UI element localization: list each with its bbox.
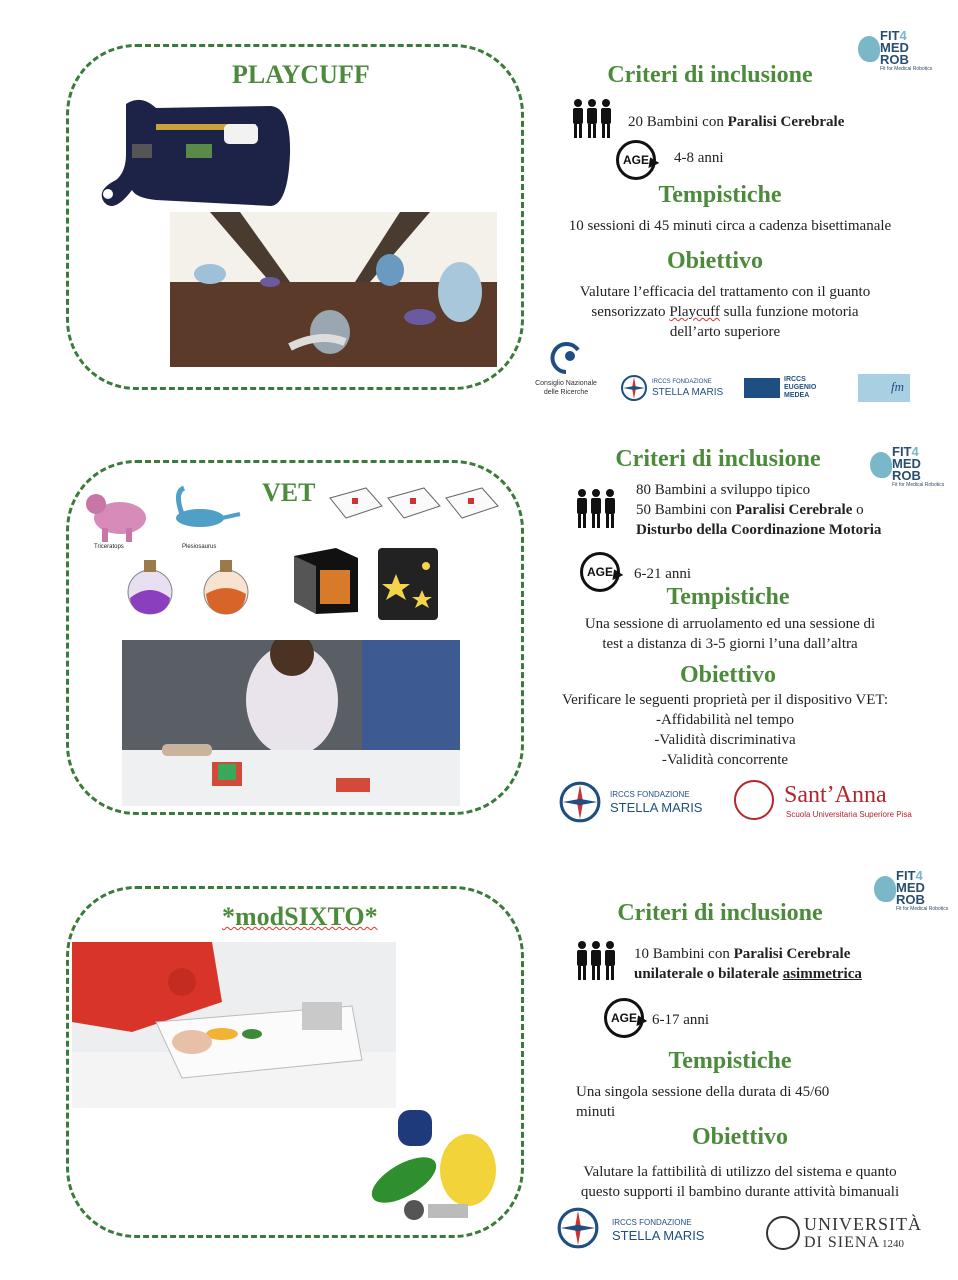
modsixto-objects-image xyxy=(364,1104,500,1228)
children-group-icon xyxy=(574,940,618,982)
children-group-icon xyxy=(570,98,614,140)
timing-title-3: Tempistiche xyxy=(668,1048,792,1074)
goal-title-3: Obiettivo xyxy=(692,1124,788,1150)
fm-logo: fm xyxy=(858,374,910,402)
inclusion-title-3: Criteri di inclusione xyxy=(617,900,823,926)
age-range-1: 4-8 anni xyxy=(674,150,724,166)
unisi-logo: UNIVERSITÀ DI SIENA 1240 xyxy=(766,1212,916,1258)
goal-text-3: Valutare la fattibilità di utilizzo del sistema e quanto questo supporti il bambino durante attività bimanuali xyxy=(580,1164,900,1200)
inclusion-title-2: Criteri di inclusione xyxy=(615,446,821,472)
children-group-icon xyxy=(574,488,618,530)
modsixto-title: *modSIXTO* xyxy=(222,902,378,931)
potion-illustrations xyxy=(118,552,258,618)
goal-text-1: Valutare l’efficacia del trattamento con il guanto sensorizzato Playcuff sulla funzione motoria dell’arto superiore xyxy=(579,284,871,340)
timing-title-1: Tempistiche xyxy=(658,182,782,208)
cnr-logo: Consiglio Nazionale delle Ricerche xyxy=(528,342,604,404)
playcuff-glove-image xyxy=(96,94,292,216)
vet-title: VET xyxy=(262,478,316,507)
stella-maris-logo: IRCCS FONDAZIONE STELLA MARIS xyxy=(620,374,724,404)
playcuff-vr-scene-image xyxy=(170,212,497,367)
fit4medrob-logo: FIT4 MED ROB Fit for Medical Robotics xyxy=(874,870,938,916)
inclusion-title-1: Criteri di inclusione xyxy=(607,62,813,88)
goal-text-2: Verificare le seguenti proprietà per il dispositivo VET: -Affidabilità nel tempo -Validità discriminativa -Validità concorrente xyxy=(562,692,888,768)
age-range-3: 6-17 anni xyxy=(652,1012,710,1028)
timing-text-1: 10 sessioni di 45 minuti circa a cadenza bisettimanale xyxy=(568,218,892,234)
inclusion-text-3: 10 Bambini con Paralisi Cerebrale unilaterale o bilaterale asimmetrica xyxy=(634,946,862,982)
goal-title-2: Obiettivo xyxy=(680,662,776,688)
age-icon: AGE xyxy=(604,998,644,1038)
timing-text-2: Una sessione di arruolamento ed una sessione di test a distanza di 3-5 giorni l’una dall’altra xyxy=(584,616,876,652)
age-icon: AGE xyxy=(580,552,620,592)
stella-maris-logo: IRCCS FONDAZIONE STELLA MARIS xyxy=(556,1206,706,1250)
timing-title-2: Tempistiche xyxy=(666,584,790,610)
age-range-2: 6-21 anni xyxy=(634,566,692,582)
vet-cube-stars xyxy=(376,546,440,622)
medea-logo: IRCCS EUGENIO MEDEA xyxy=(744,376,834,402)
timing-text-3: Una singola sessione della durata di 45/60 minuti xyxy=(576,1084,830,1120)
fit4medrob-logo: FIT4 MED ROB Fit for Medical Robotics xyxy=(858,30,922,76)
vet-cube-flowers xyxy=(290,546,362,616)
fit4medrob-logo: FIT4 MED ROB Fit for Medical Robotics xyxy=(870,446,934,492)
vet-device-diagrams xyxy=(326,476,504,526)
playcuff-title: PLAYCUFF xyxy=(232,60,370,89)
inclusion-line-1: 20 Bambini con Paralisi Cerebrale xyxy=(628,114,845,130)
age-icon: AGE xyxy=(616,140,656,180)
goal-title-1: Obiettivo xyxy=(667,248,763,274)
vet-session-photo xyxy=(122,640,460,806)
santanna-logo: Sant’Anna Scuola Universitaria Superiore Pisa xyxy=(734,778,904,824)
inclusion-text-2: 80 Bambini a sviluppo tipico 50 Bambini con Paralisi Cerebrale o Disturbo della Coordinazione Motoria xyxy=(636,482,882,538)
dinosaur-illustrations: Triceratops Plesiosaurus xyxy=(82,484,242,554)
stella-maris-logo: IRCCS FONDAZIONE STELLA MARIS xyxy=(558,780,708,824)
modsixto-session-photo xyxy=(72,942,396,1108)
